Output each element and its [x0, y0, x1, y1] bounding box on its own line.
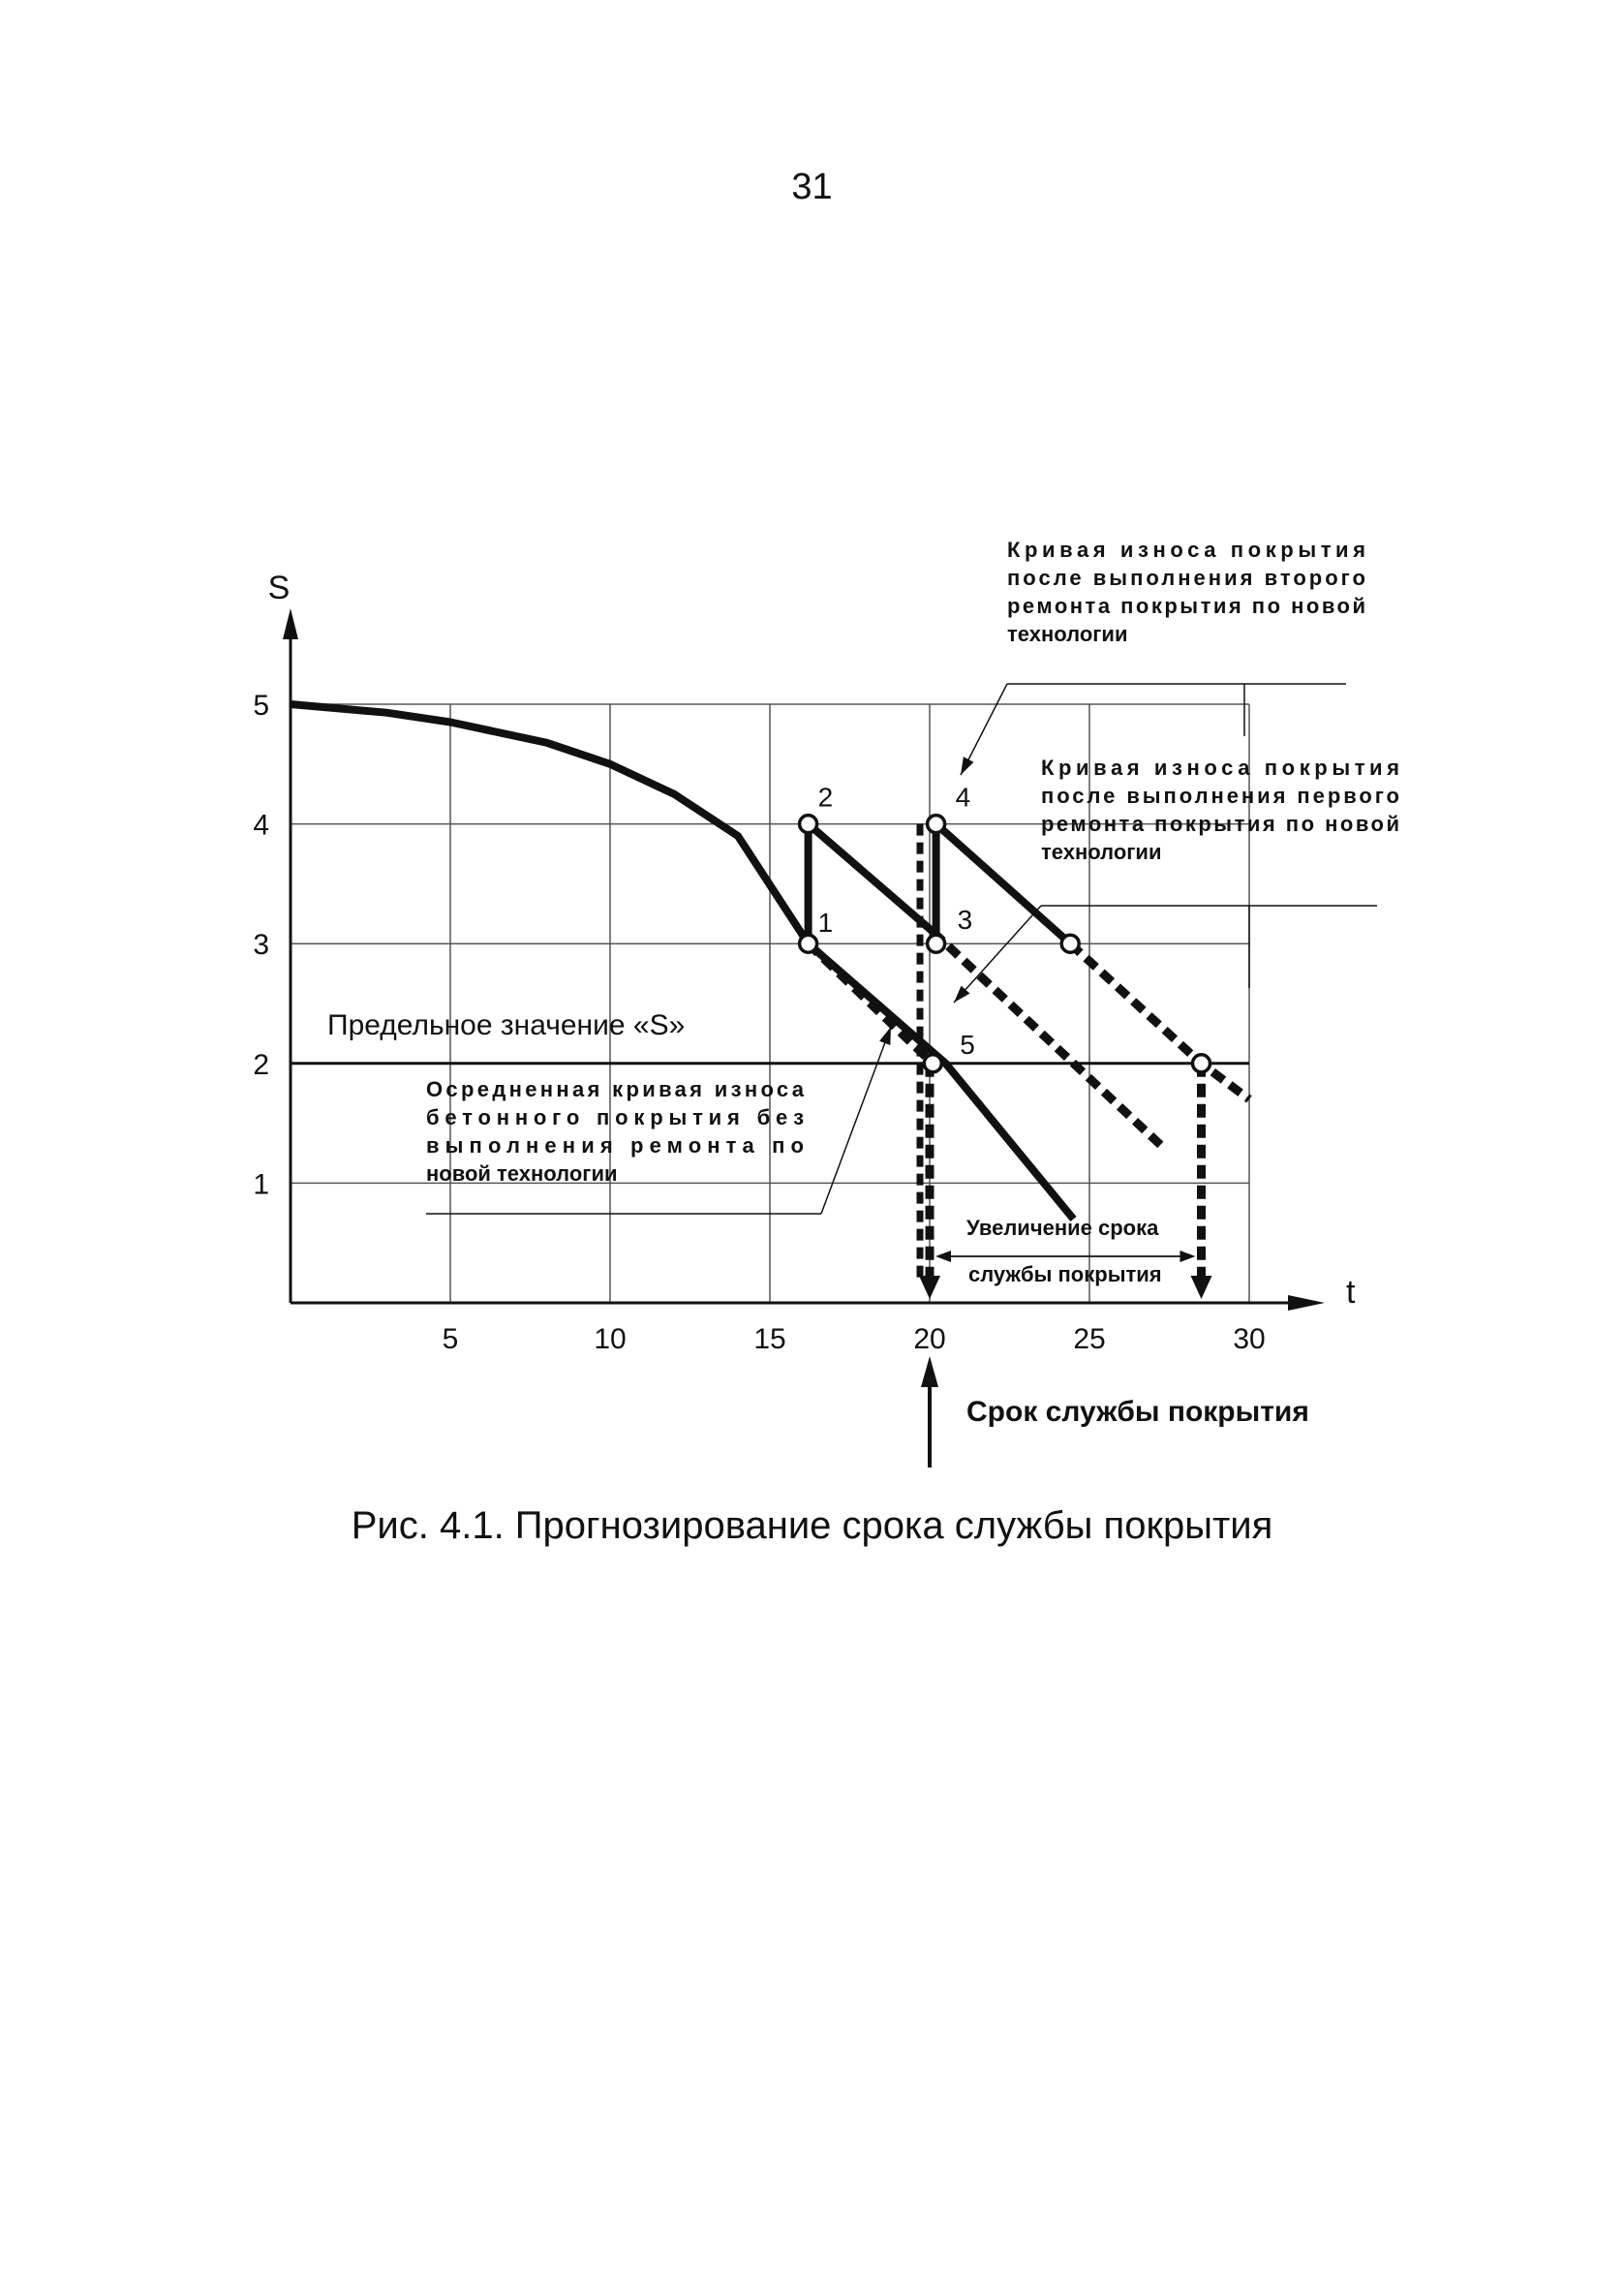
service-life-arrow-down: [919, 1276, 940, 1299]
axes: [283, 608, 1325, 1311]
point-label: 4: [955, 782, 971, 813]
extension-label-line2: службы покрытия: [968, 1262, 1162, 1286]
y-tick-label: 1: [253, 1168, 269, 1201]
annotation-leader: [821, 1027, 891, 1214]
annotation-line: технологии: [1007, 622, 1128, 646]
service-life-arrow-up: [921, 1356, 938, 1387]
annotation-line: Осредненная кривая износа: [426, 1077, 804, 1101]
x-axis-arrow: [1288, 1295, 1325, 1311]
data-point: [1193, 1055, 1210, 1072]
series-after-second-repair-extension: [1070, 943, 1249, 1099]
point-label: 5: [960, 1029, 975, 1060]
extension-bracket-left-head: [935, 1251, 951, 1262]
point-label: 2: [817, 782, 834, 813]
y-tick-label: 4: [253, 809, 269, 842]
annotation-line: выполнения ремонта по: [426, 1133, 804, 1158]
annotation-arrowhead: [879, 1027, 891, 1045]
data-point: [800, 935, 817, 952]
point-label: 1: [817, 908, 834, 939]
first-repair-note: [954, 756, 1399, 1003]
x-tick-label: 30: [1233, 1323, 1266, 1355]
x-tick-label: 25: [1073, 1323, 1106, 1355]
x-tick-label: 20: [913, 1323, 946, 1355]
y-axis-label: S: [267, 570, 291, 606]
data-point: [924, 1055, 941, 1072]
figure-caption: Рис. 4.1. Прогнозирование срока службы покрытия: [351, 1504, 1273, 1547]
annotation-line: ремонта покрытия по новой: [1007, 594, 1365, 618]
data-point: [928, 935, 945, 952]
x-tick-label: 10: [594, 1323, 627, 1355]
extension-arrow-down: [1191, 1276, 1212, 1299]
annotation-arrowhead: [961, 757, 974, 775]
average-curve-note: [426, 1027, 891, 1214]
annotation-line: бетонного покрытия без: [426, 1105, 804, 1129]
data-point: [800, 816, 817, 833]
data-point: [928, 816, 945, 833]
annotation-line: после выполнения первого: [1041, 784, 1399, 808]
annotation-line: после выполнения второго: [1007, 566, 1365, 590]
second-repair-note: [961, 538, 1365, 775]
page-number: 31: [791, 167, 833, 207]
extension-label-line1: Увеличение срока: [966, 1216, 1159, 1240]
x-axis-label: t: [1346, 1274, 1356, 1311]
y-tick-label: 5: [253, 690, 269, 722]
service-life-label: Срок службы покрытия: [966, 1396, 1309, 1428]
annotations: [426, 538, 1399, 1214]
point-label: 3: [957, 905, 973, 936]
y-tick-label: 2: [253, 1048, 269, 1081]
data-point: [1061, 935, 1079, 952]
y-tick-label: 3: [253, 929, 269, 962]
annotation-line: ремонта покрытия по новой: [1041, 812, 1399, 836]
y-axis-arrow: [283, 608, 298, 639]
annotation-line: технологии: [1041, 840, 1162, 864]
annotation-line: Кривая износа покрытия: [1007, 538, 1365, 562]
x-tick-label: 15: [753, 1323, 786, 1355]
limit-line-label: Предельное значение «S»: [327, 1008, 686, 1041]
x-tick-label: 5: [442, 1323, 459, 1355]
annotation-line: Кривая износа покрытия: [1041, 756, 1399, 780]
annotation-line: новой технологии: [426, 1161, 618, 1186]
series-no-repair-extension: [809, 943, 934, 1064]
extension-bracket-right-head: [1180, 1251, 1196, 1262]
